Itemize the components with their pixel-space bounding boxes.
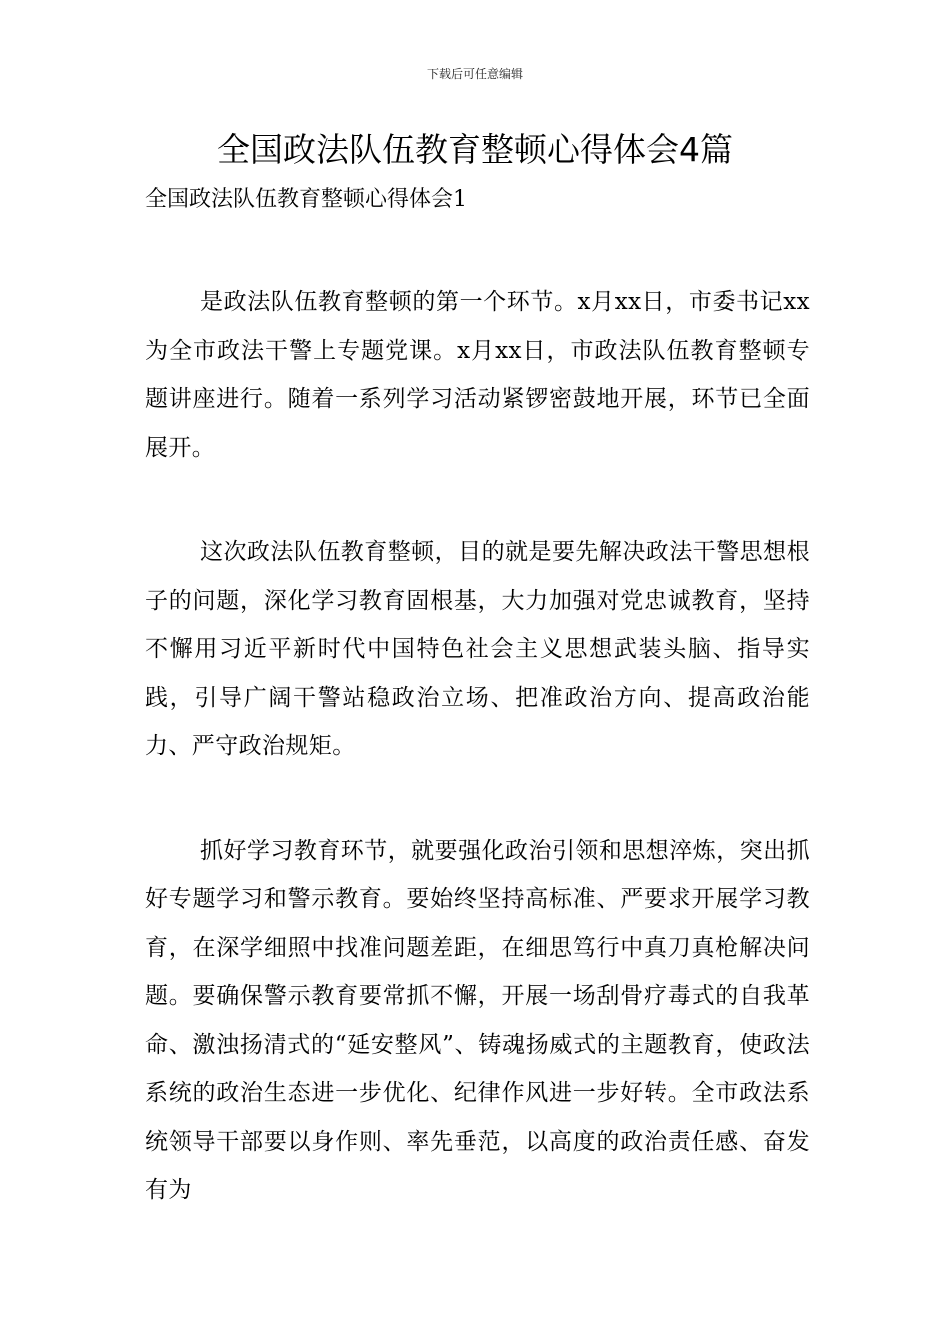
paragraph-1: 是政法队伍教育整顿的第一个环节。x月xx日，市委书记xx为全市政法干警上专题党课。x月xx日，市政法队伍教育整顿专题讲座进行。随着一系列学习活动紧锣密鼓地开展，环节已全面展开。 [145,289,810,461]
header-note: 下载后可任意编辑 [426,67,523,81]
paragraph-3: 抓好学习教育环节，就要强化政治引领和思想淬炼，突出抓好专题学习和警示教育。要始终坚持高标准、严要求开展学习教育，在深学细照中找准问题差距，在细思笃行中真刀真枪解决问题。要确保警示教育要常抓不懈，开展一场刮骨疗毒式的自我革命、激浊扬清式的“延安整风”、铸魂扬威式的主题教育，使政法系统的政治生态进一步优化、纪律作风进一步好转。全市政法系统领导干部要以身作则、率先垂范，以高度的政治责任感、奋发有为 [145,837,810,1203]
document-title: 全国政法队伍教育整顿心得体会4篇 [217,130,733,169]
document-body [145,278,810,1271]
section-title: 全国政法队伍教育整顿心得体会1 [145,187,467,212]
paragraph-2: 这次政法队伍教育整顿，目的就是要先解决政法干警思想根子的问题，深化学习教育固根基，大力加强对党忠诚教育，坚持不懈用习近平新时代中国特色社会主义思想武装头脑、指导实践，引导广阔干警站稳政治立场、把准政治方向、提高政治能力、严守政治规矩。 [145,539,810,759]
